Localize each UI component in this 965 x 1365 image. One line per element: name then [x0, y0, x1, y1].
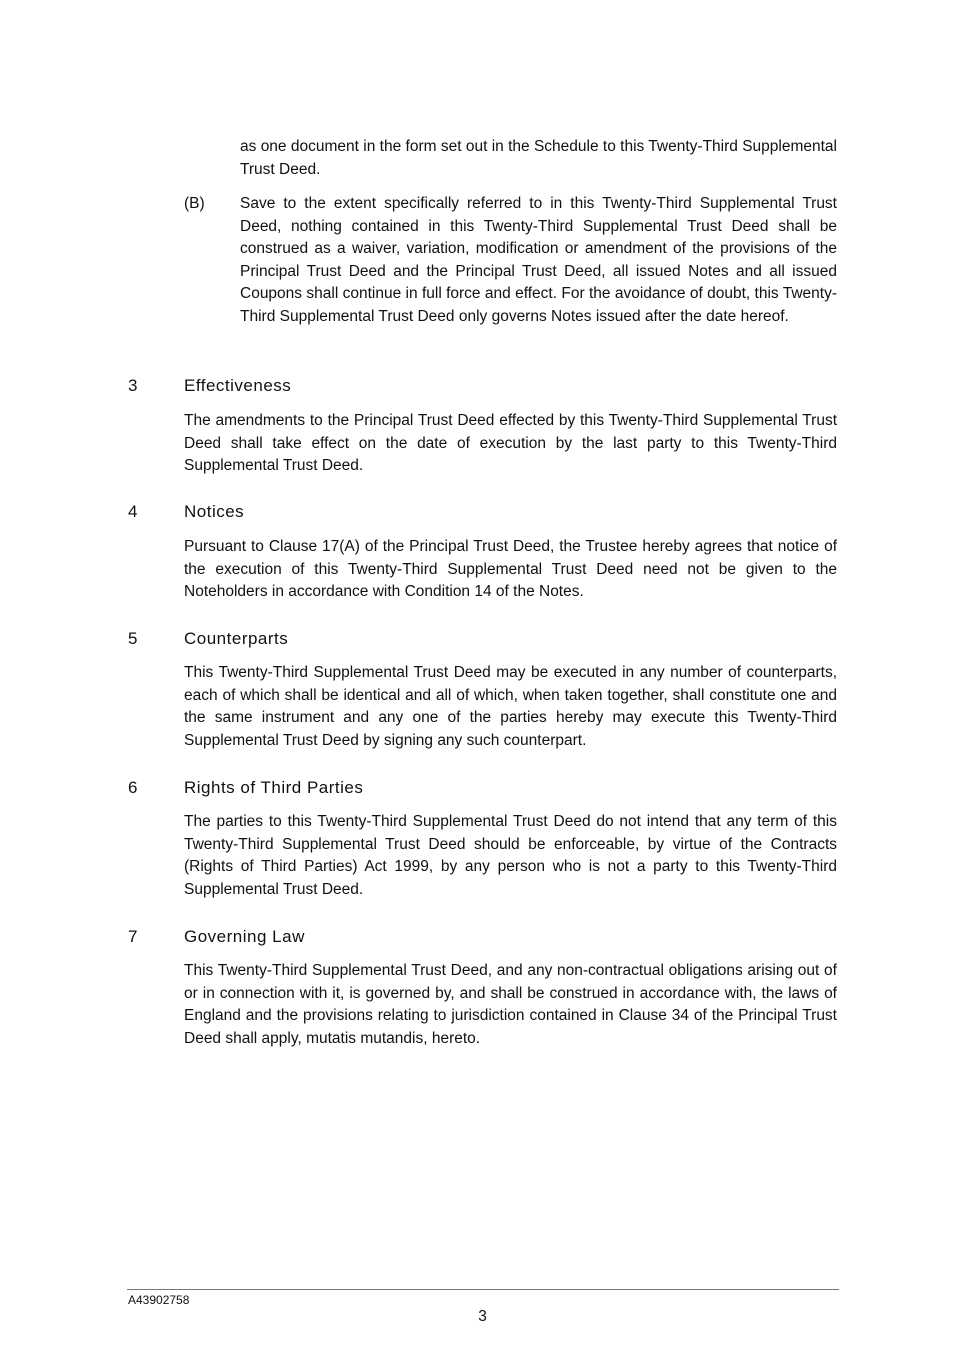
footer-divider — [127, 1289, 839, 1290]
section-7-title: Governing Law — [184, 927, 305, 946]
section-4-title: Notices — [184, 502, 245, 521]
section-6-title: Rights of Third Parties — [184, 778, 364, 797]
section-6-text: The parties to this Twenty-Third Supplemental Trust Deed do not intend that any term of this Twenty-Third Supplemental Trust Deed should be enforceable, by virtue of the Contracts (Rights of Third Parties) Act 1999, by any person who is not a party to this Twenty-Third Supplemental Trust Deed. — [184, 813, 837, 898]
section-7-number: 7 — [128, 927, 138, 946]
paragraph-b-text: Save to the extent specifically referred to in this Twenty-Third Supplemental Trust Deed, nothing contained in this Twenty-Third Supplemental Trust Deed shall be construed as a waiver, variation, modification or amendment of the provisions of the Principal Trust Deed and the Principal Trust Deed, all issued Notes and all issued Coupons shall continue in full force and effect. For the avoidance of doubt, this Twenty-Third Supplemental Trust Deed only governs Notes issued after the date hereof. — [240, 195, 837, 325]
paragraph-b-label: (B) — [184, 195, 205, 212]
section-5-title: Counterparts — [184, 629, 289, 648]
section-5-number: 5 — [128, 629, 138, 648]
section-7-text: This Twenty-Third Supplemental Trust Deed, and any non-contractual obligations arising out of or in connection with it, is governed by, and shall be construed in accordance with, the laws of England and the provisions relating to jurisdiction contained in Clause 34 of the Principal Trust Deed shall apply, mutatis mutandis, hereto. — [184, 962, 837, 1047]
section-3-text: The amendments to the Principal Trust Deed effected by this Twenty-Third Supplemental Trust Deed shall take effect on the date of execution by the last party to this Twenty-Third Supplemental Trust Deed. — [184, 412, 837, 475]
continuation-paragraph: as one document in the form set out in the Schedule to this Twenty-Third Supplemental Trust Deed. — [240, 138, 837, 178]
section-3-number: 3 — [128, 376, 138, 395]
section-4-text: Pursuant to Clause 17(A) of the Principal Trust Deed, the Trustee hereby agrees that notice of the execution of this Twenty-Third Supplemental Trust Deed need not be given to the Noteholders in accordance with Condition 14 of the Notes. — [184, 538, 837, 601]
section-5-text: This Twenty-Third Supplemental Trust Deed may be executed in any number of counterparts, each of which shall be identical and all of which, when taken together, shall constitute one and the same instrument and any one of the parties hereby may execute this Twenty-Third Supplemental Trust Deed by signing any such counterpart. — [184, 664, 837, 749]
document-reference: A43902758 — [128, 1293, 190, 1307]
section-3-title: Effectiveness — [184, 376, 292, 395]
section-6-number: 6 — [128, 778, 138, 797]
page-number: 3 — [478, 1308, 487, 1325]
section-4-number: 4 — [128, 502, 138, 521]
